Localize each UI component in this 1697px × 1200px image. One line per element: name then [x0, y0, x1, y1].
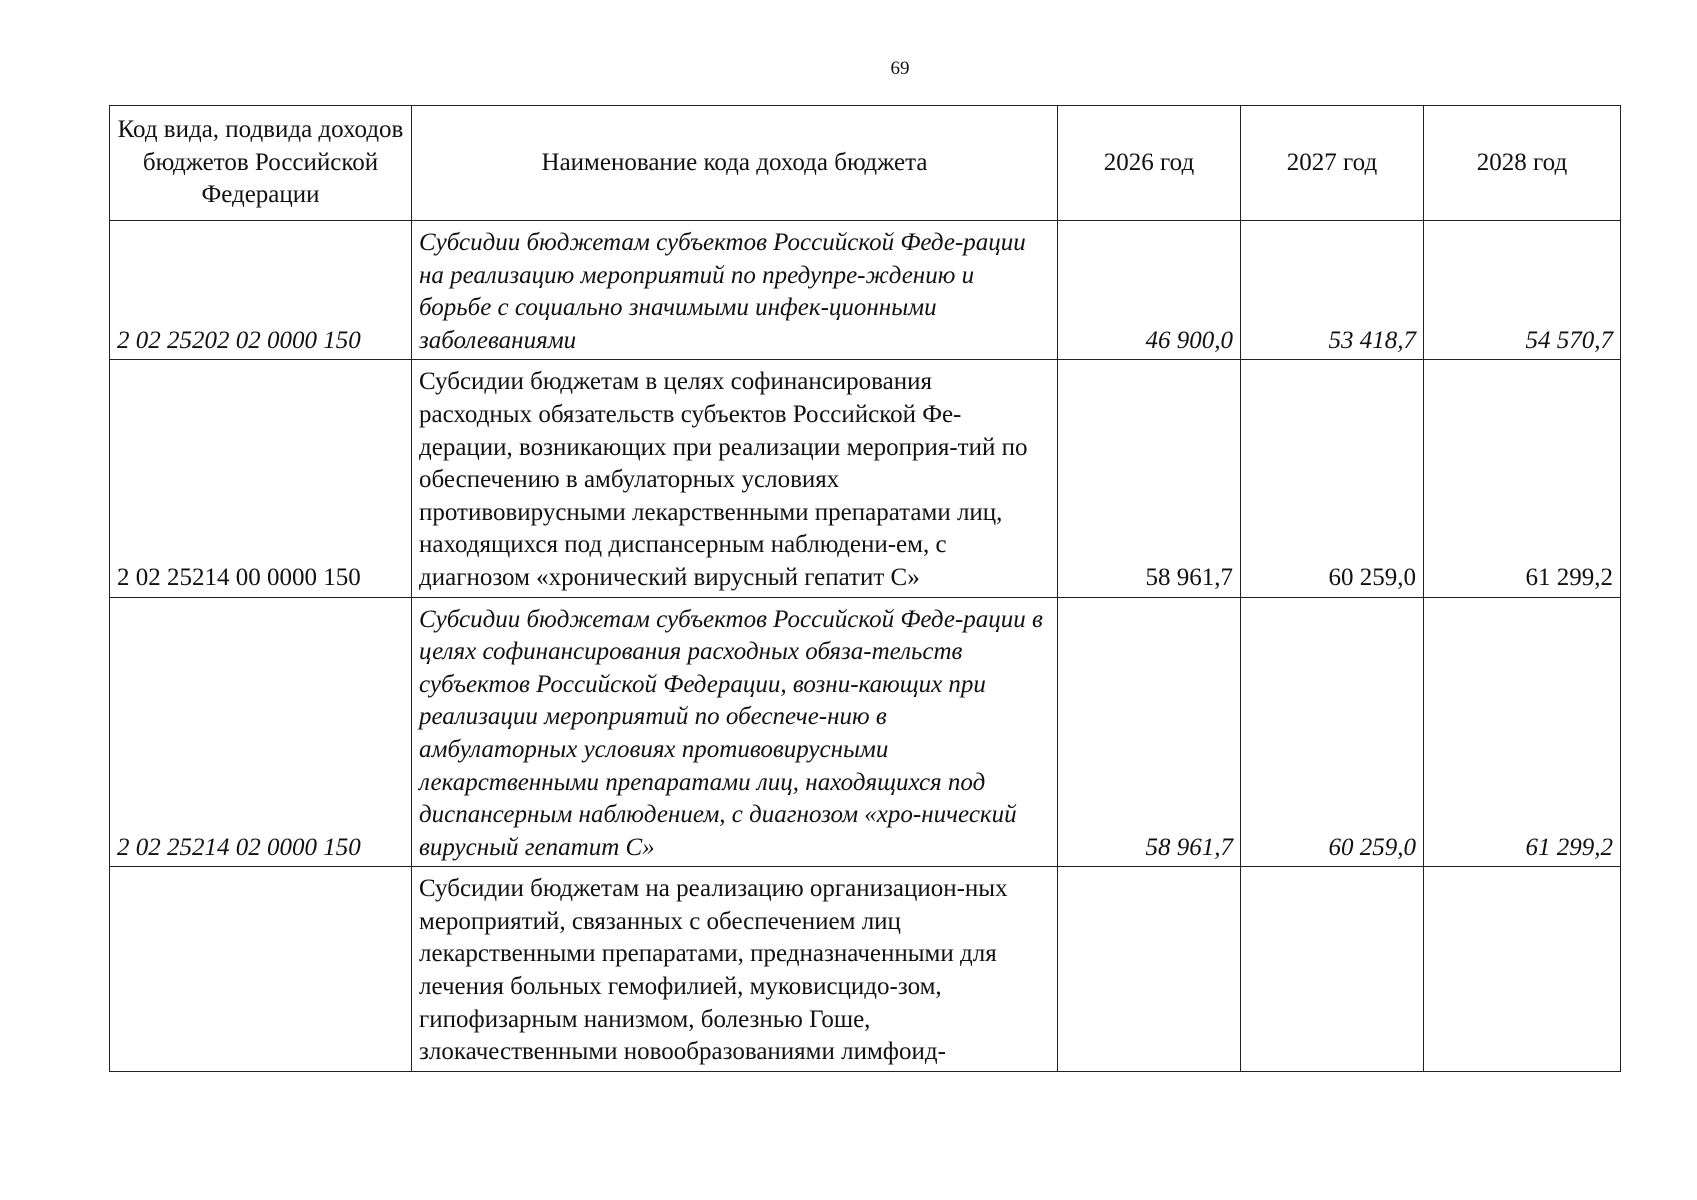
amount-2028-cell: 54 570,7	[1424, 221, 1621, 360]
income-name-cell: Субсидии бюджетам на реализацию организацион-ных мероприятий, связанных с обеспечением лиц лекарственными препаратами, предназначенными для лечения больных гемофилией, муковисцидо-зом, гипофизарным нанизмом, болезнью Гоше, злокачественными новообразованиями лимфоид-	[412, 867, 1058, 1072]
header-code: Код вида, подвида доходов бюджетов Российской Федерации	[110, 106, 412, 221]
table-header-row	[110, 106, 1621, 221]
budget-income-table	[109, 105, 1621, 1072]
header-name: Наименование кода дохода бюджета	[412, 106, 1058, 221]
amount-2028-cell: 61 299,2	[1424, 360, 1621, 597]
table-row	[110, 360, 1621, 597]
income-code-cell: 2 02 25214 00 0000 150	[110, 360, 412, 597]
amount-2026-cell	[1058, 867, 1241, 1072]
amount-2027-cell	[1241, 867, 1424, 1072]
amount-2028-cell	[1424, 867, 1621, 1072]
table-row	[110, 597, 1621, 867]
amount-2028-cell: 61 299,2	[1424, 597, 1621, 867]
header-year-2028: 2028 год	[1424, 106, 1621, 221]
amount-2027-cell: 53 418,7	[1241, 221, 1424, 360]
header-year-2026: 2026 год	[1058, 106, 1241, 221]
income-code-cell	[110, 867, 412, 1072]
page-number: 69	[890, 58, 910, 79]
table-row	[110, 221, 1621, 360]
income-name-cell: Субсидии бюджетам в целях софинансирования расходных обязательств субъектов Российской Фе-дерации, возникающих при реализации мероприя-тий по обеспечению в амбулаторных условиях противовирусными лекарственными препаратами лиц, находящихся под диспансерным наблюдени-ем, с диагнозом «хронический вирусный гепатит С»	[412, 360, 1058, 597]
income-code-cell: 2 02 25214 02 0000 150	[110, 597, 412, 867]
income-code-cell: 2 02 25202 02 0000 150	[110, 221, 412, 360]
amount-2027-cell: 60 259,0	[1241, 360, 1424, 597]
amount-2026-cell: 58 961,7	[1058, 597, 1241, 867]
amount-2026-cell: 46 900,0	[1058, 221, 1241, 360]
amount-2026-cell: 58 961,7	[1058, 360, 1241, 597]
header-year-2027: 2027 год	[1241, 106, 1424, 221]
income-name-cell: Субсидии бюджетам субъектов Российской Феде-рации на реализацию мероприятий по предупре-ждению и борьбе с социально значимыми инфек-ционными заболеваниями	[412, 221, 1058, 360]
income-name-cell: Субсидии бюджетам субъектов Российской Феде-рации в целях софинансирования расходных обяза-тельств субъектов Российской Федерации, возни-кающих при реализации мероприятий по обеспече-нию в амбулаторных условиях противовирусными лекарственными препаратами лиц, находящихся под диспансерным наблюдением, с диагнозом «хро-нический вирусный гепатит С»	[412, 597, 1058, 867]
amount-2027-cell: 60 259,0	[1241, 597, 1424, 867]
table-row	[110, 867, 1621, 1072]
